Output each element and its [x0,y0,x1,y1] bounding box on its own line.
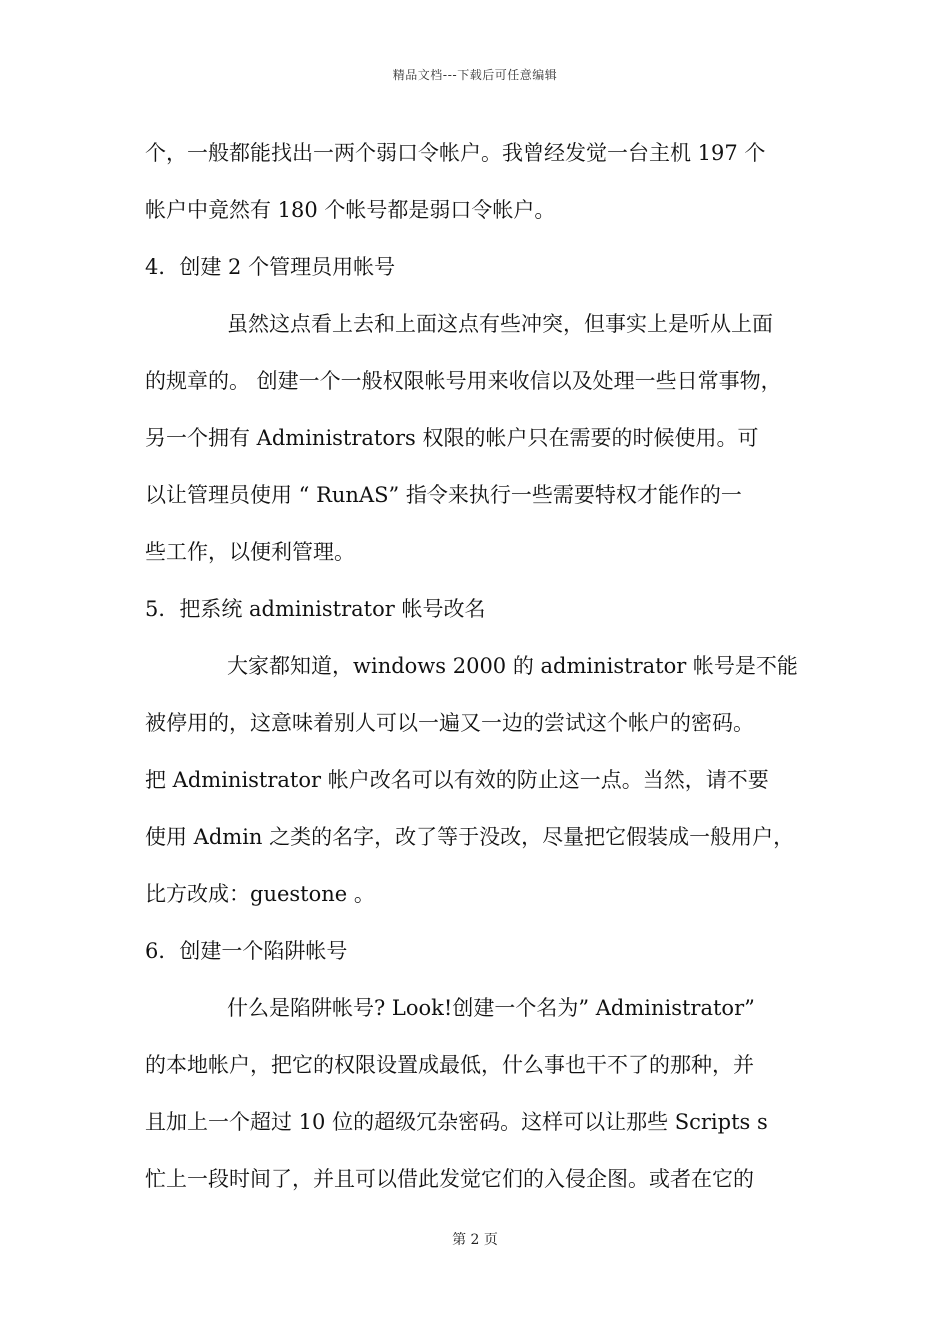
body-line: 帐户中竟然有 180 个帐号都是弱口令帐户。 [145,198,556,222]
body-line: 另一个拥有 Administrators 权限的帐户只在需要的时候使用。可 [145,426,759,450]
body-line: 比方改成：guestone 。 [145,882,375,906]
body-line: 的规章的。 创建一个一般权限帐号用来收信以及处理一些日常事物， [145,369,782,393]
section-heading: 4．创建 2 个管理员用帐号 [145,255,396,279]
body-line: 被停用的，这意味着别人可以一遍又一边的尝试这个帐户的密码。 [145,711,754,735]
body-line: 忙上一段时间了，并且可以借此发觉它们的入侵企图。或者在它的 [145,1167,754,1191]
body-line: 虽然这点看上去和上面这点有些冲突，但事实上是听从上面 [227,312,773,336]
body-line: 大家都知道，windows 2000 的 administrator 帐号是不能 [227,654,798,678]
section-heading: 5．把系统 administrator 帐号改名 [145,597,486,621]
page-number: 第 2 页 [452,1232,498,1248]
body-line: 什么是陷阱帐号? Look!创建一个名为” Administrator” [227,996,755,1020]
body-line: 且加上一个超过 10 位的超级冗杂密码。这样可以让那些 Scripts s [145,1110,768,1134]
page-header: 精品文档---下载后可任意编辑 [392,68,558,82]
body-line: 些工作，以便利管理。 [145,540,355,564]
body-line: 以让管理员使用 “ RunAS” 指令来执行一些需要特权才能作的一 [145,483,742,507]
body-line: 的本地帐户，把它的权限设置成最低，什么事也干不了的那种，并 [145,1053,754,1077]
section-heading: 6．创建一个陷阱帐号 [145,939,348,963]
body-line: 使用 Admin 之类的名字，改了等于没改，尽量把它假装成一般用户， [145,825,795,849]
body-line: 个，一般都能找出一两个弱口令帐户。我曾经发觉一台主机 197 个 [145,141,766,165]
body-line: 把 Administrator 帐户改名可以有效的防止这一点。当然，请不要 [145,768,769,792]
